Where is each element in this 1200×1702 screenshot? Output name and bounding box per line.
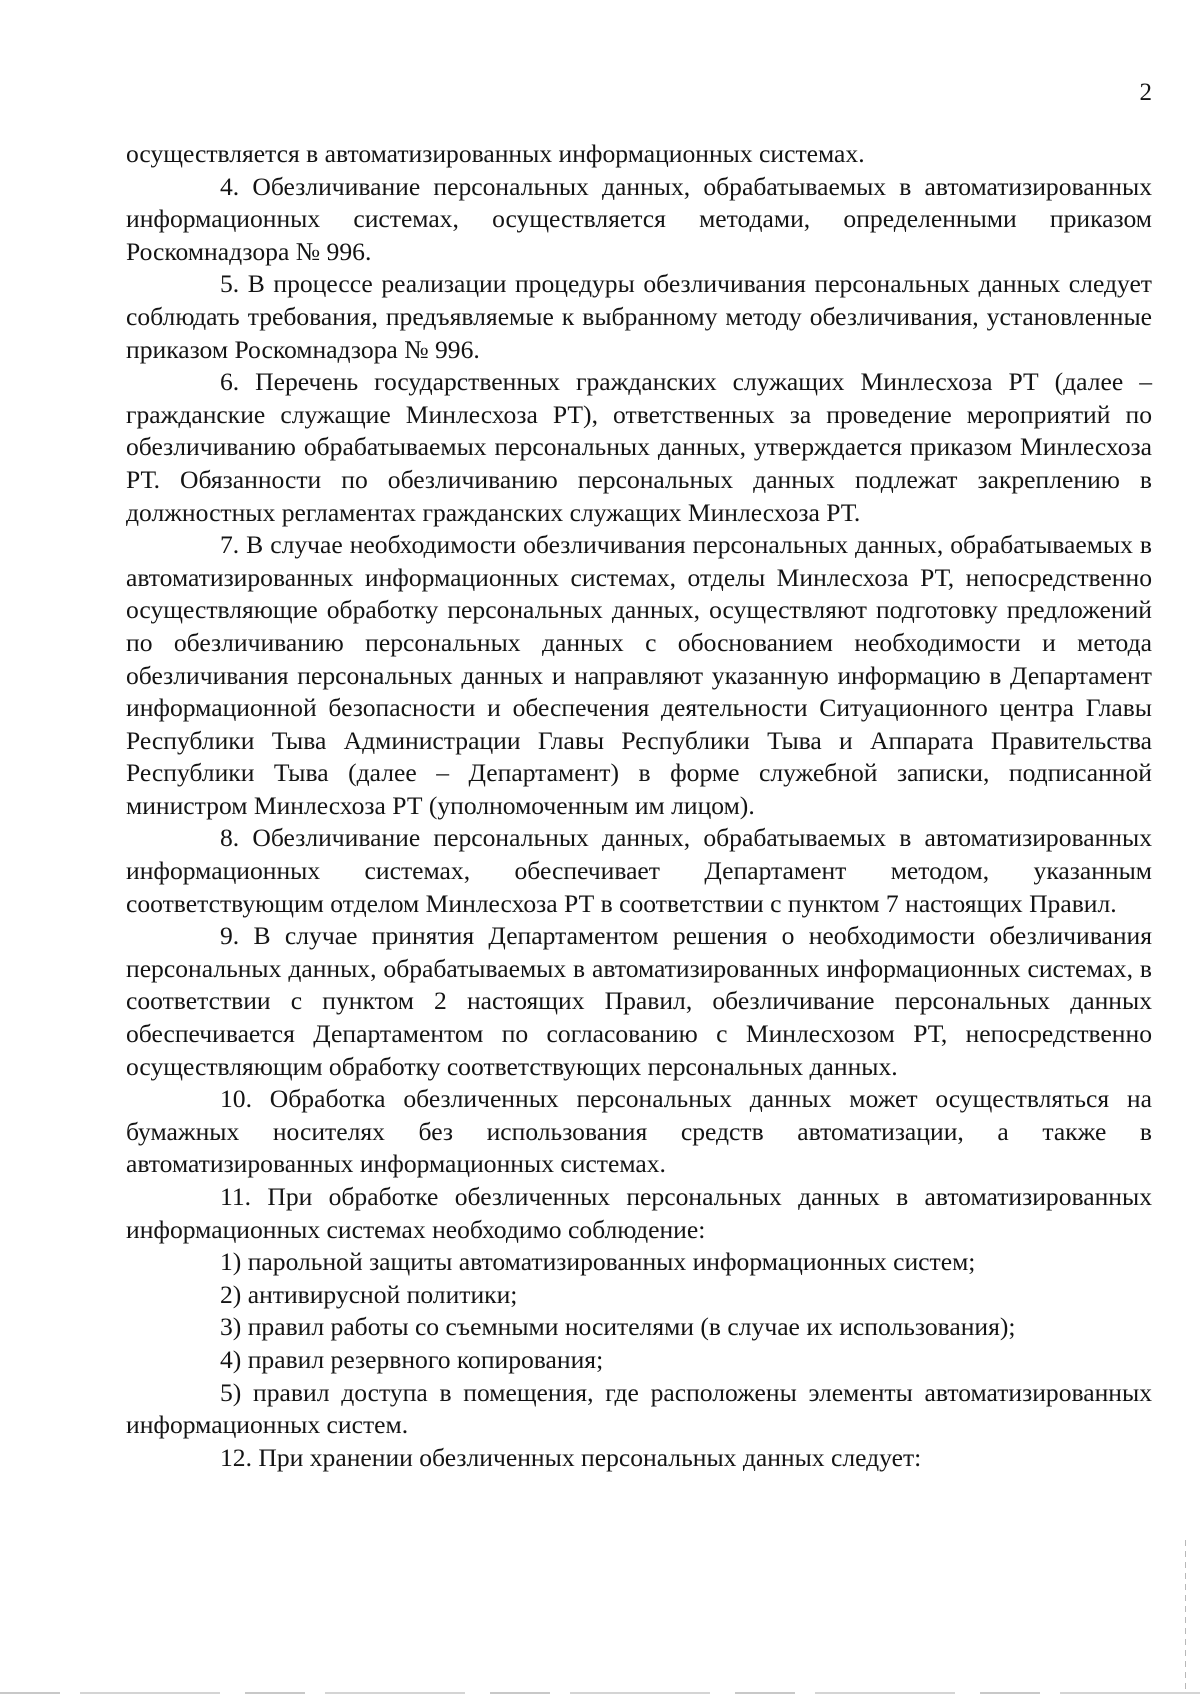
paragraph-continuation: осуществляется в автоматизированных информационных системах. — [126, 139, 865, 168]
paragraph-8: 8. Обезличивание персональных данных, обрабатываемых в автоматизированных информационных системах, обеспечивает Департамент методом, указанным соответствующим отделом Минлесхоза РТ в соответствии с пунктом 7 настоящих Правил. — [126, 823, 1152, 918]
scan-edge-mark — [1185, 1540, 1186, 1690]
list-item-1: 1) парольной защиты автоматизированных информационных систем; — [220, 1247, 976, 1277]
paragraph-4: 4. Обезличивание персональных данных, обрабатываемых в автоматизированных информационных системах, осуществляется методами, определенными приказом Роскомнадзора № 996. — [126, 171, 1152, 266]
paragraph-5: 5. В процессе реализации процедуры обезличивания персональных данных следует соблюдать требования, предъявляемые к выбранному методу обезличивания, установленные приказом Роскомнадзора № 996. — [126, 269, 1152, 364]
paragraph-10: 10. Обработка обезличенных персональных данных может осуществляться на бумажных носителях без использования средств автоматизации, а также в автоматизированных информационных системах. — [126, 1084, 1152, 1179]
scan-bottom-line — [0, 1692, 1200, 1694]
paragraph-9: 9. В случае принятия Департаментом решения о необходимости обезличивания персональных данных, обрабатываемых в автоматизированных информационных системах, в соответствии с пунктом 2 настоящих Правил, обезличивание персональных данных обеспечивается Департаментом по согласованию с Минлесхозом РТ, непосредственно осуществляющим обработку соответствующих персональных данных. — [126, 921, 1152, 1081]
document-body — [126, 138, 1152, 1474]
paragraph-12: 12. При хранении обезличенных персональных данных следует: — [220, 1442, 922, 1472]
list-item-5: 5) правил доступа в помещения, где расположены элементы автоматизированных информационных систем. — [126, 1377, 1152, 1440]
paragraph-7: 7. В случае необходимости обезличивания персональных данных, обрабатываемых в автоматизированных информационных системах, отделы Минлесхоза РТ, непосредственно осуществляющие обработку персональных данных, осуществляют подготовку предложений по обезличиванию персональных данных с обоснованием необходимости и метода обезличивания персональных данных и направляют указанную информацию в Департамент информационной безопасности и обеспечения деятельности Ситуационного центра Главы Республики Тыва Администрации Главы Республики Тыва и Аппарата Правительства Республики Тыва (далее – Департамент) в форме служебной записки, подписанной министром Минлесхоза РТ (уполномоченным им лицом). — [126, 530, 1152, 820]
paragraph-11: 11. При обработке обезличенных персональных данных в автоматизированных информационных системах необходимо соблюдение: — [126, 1182, 1152, 1244]
page-number: 2 — [1139, 79, 1152, 106]
paragraph-6: 6. Перечень государственных гражданских служащих Минлесхоза РТ (далее – гражданские служащие Минлесхоза РТ), ответственных за проведение мероприятий по обезличиванию обрабатываемых персональных данных, утверждается приказом Минлесхоза РТ. Обязанности по обезличиванию персональных данных подлежат закреплению в должностных регламентах гражданских служащих Минлесхоза РТ. — [126, 367, 1152, 527]
list-item-3: 3) правил работы со съемными носителями (в случае их использования); — [220, 1312, 1016, 1342]
list-item-2: 2) антивирусной политики; — [220, 1279, 518, 1309]
list-item-4: 4) правил резервного копирования; — [220, 1344, 604, 1374]
